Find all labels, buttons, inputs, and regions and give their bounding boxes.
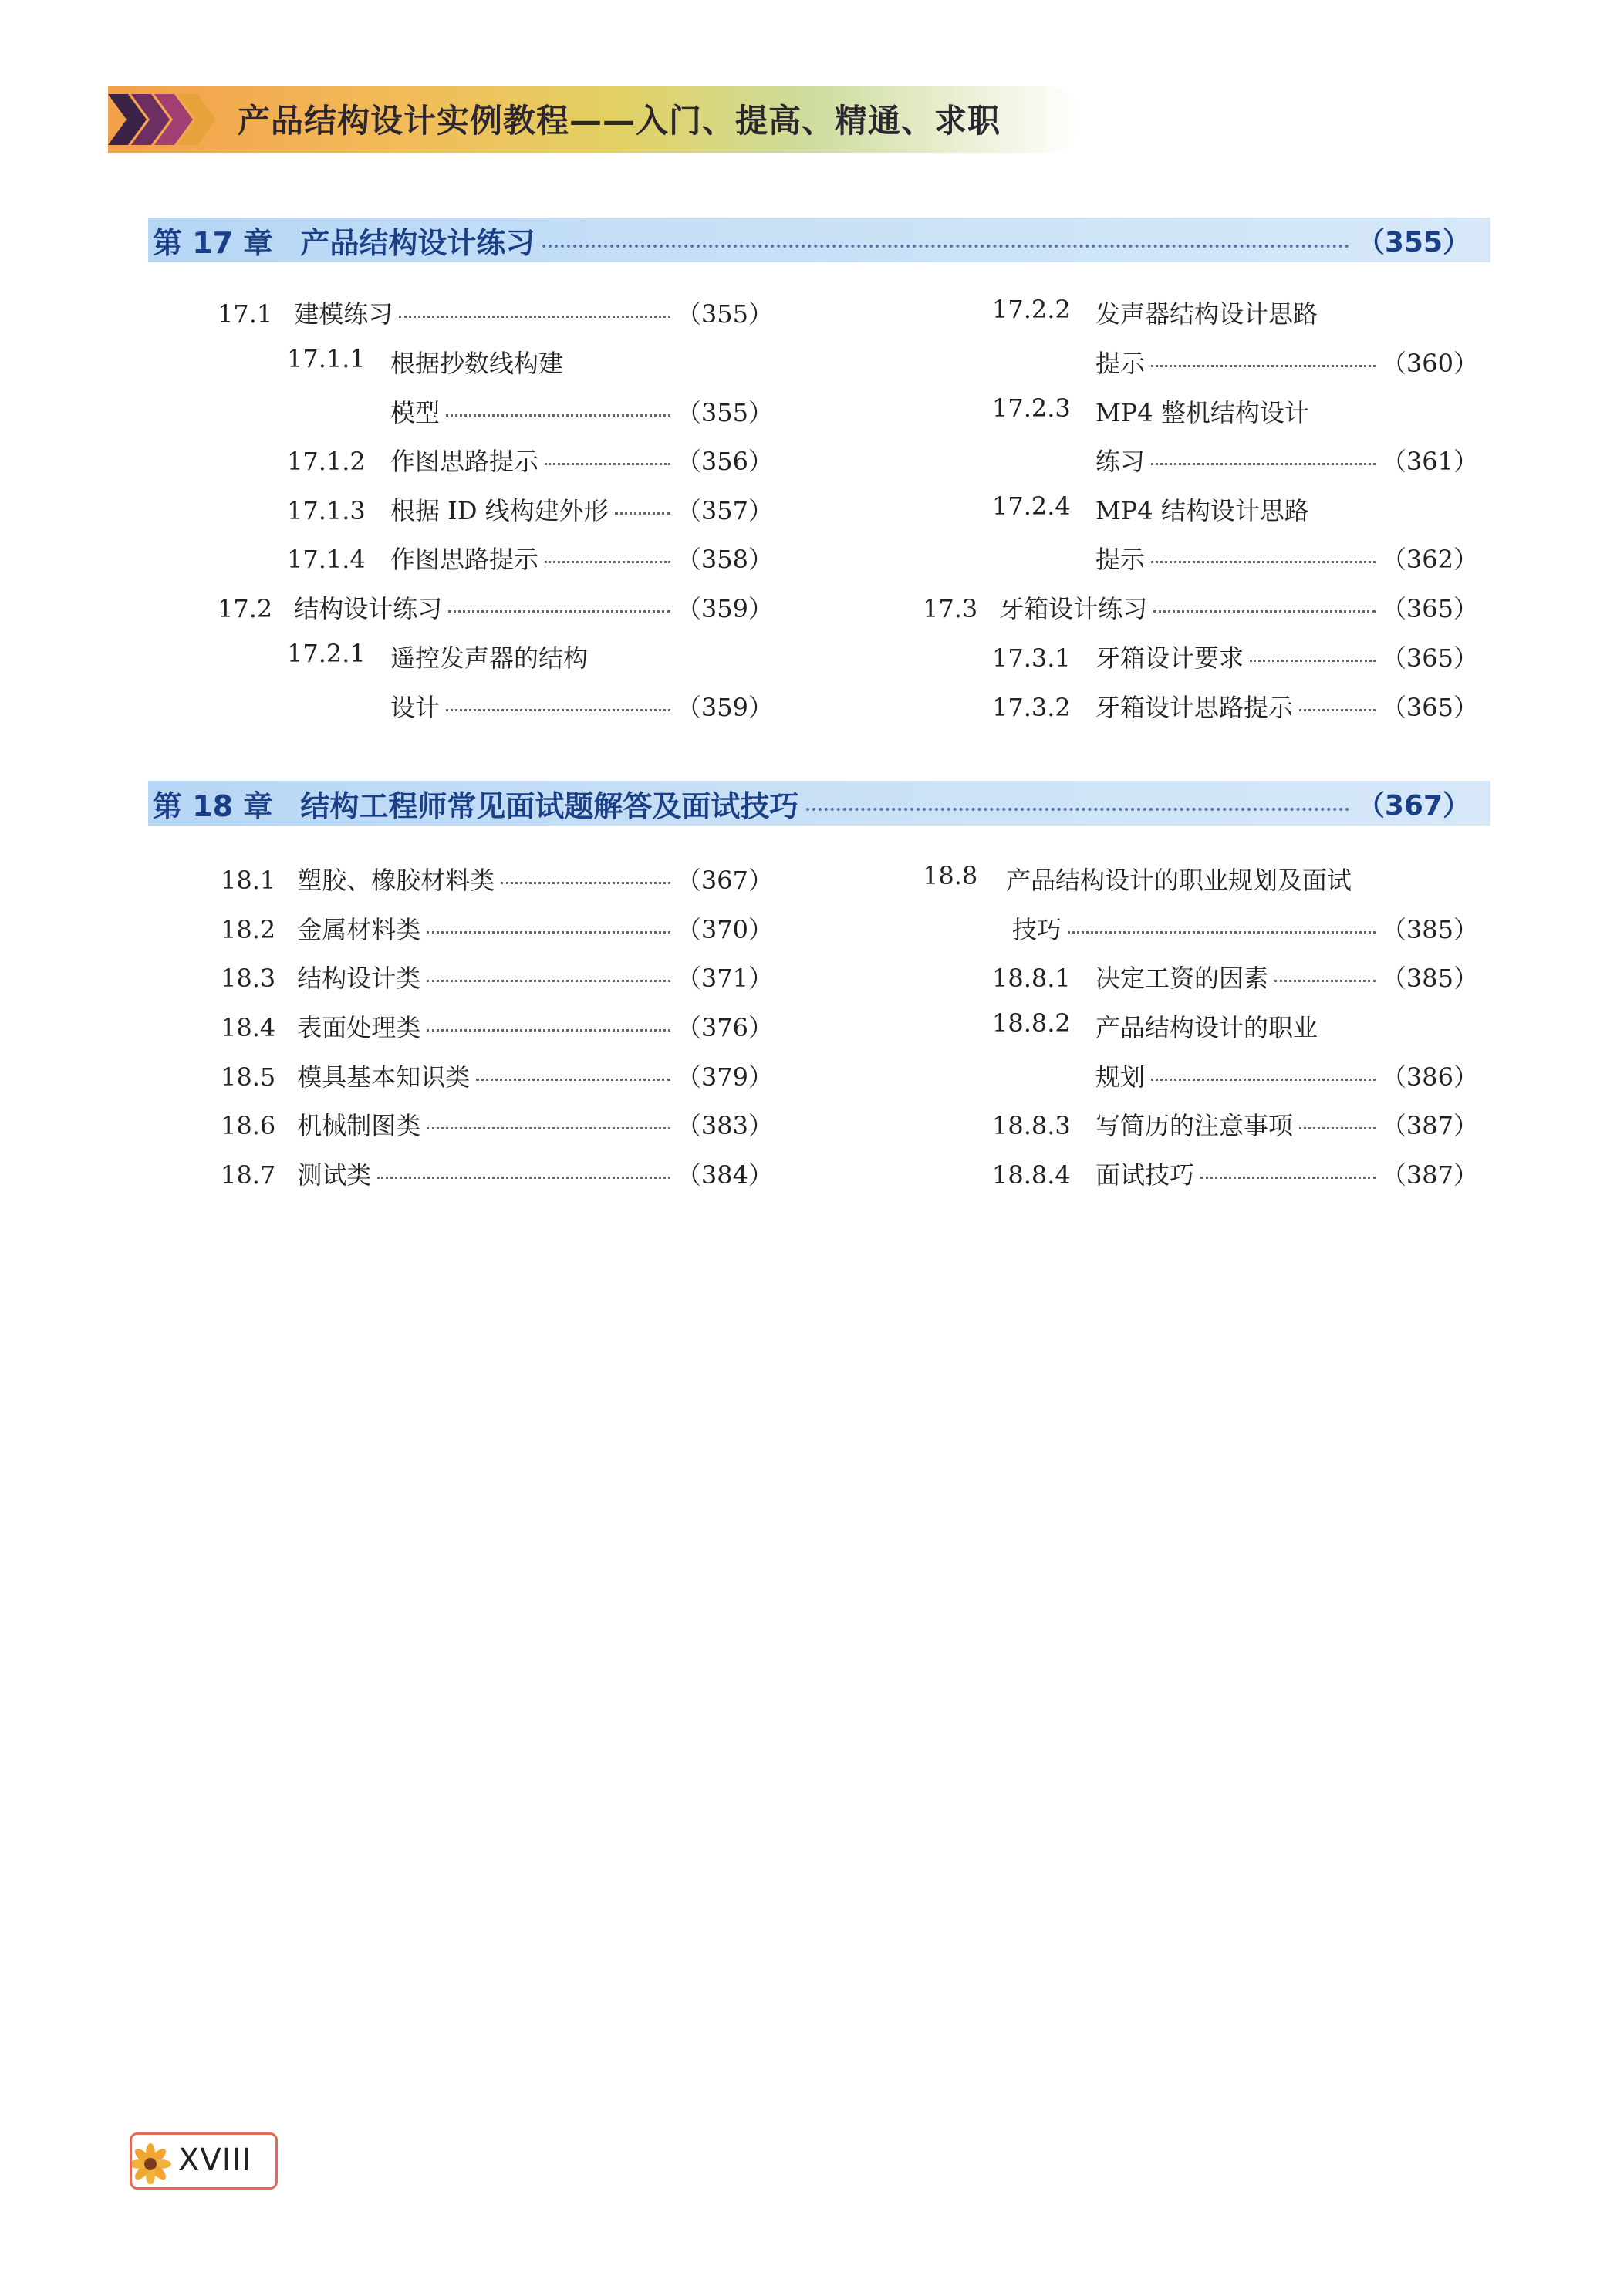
page-number: （376） [676, 1013, 773, 1042]
section-number: 18.8.4 [992, 1160, 1071, 1190]
dot-leader [476, 1079, 670, 1081]
running-header [108, 86, 1080, 153]
section-label: 机械制图类 [297, 1111, 421, 1140]
dot-leader [446, 414, 670, 417]
toc-entry[interactable] [287, 491, 773, 527]
section-number: 18.8.1 [992, 964, 1071, 993]
section-label: 根据 ID 线构建外形 [390, 496, 609, 525]
section-number: 18.6 [221, 1111, 276, 1140]
section-label: 金属材料类 [297, 915, 421, 944]
section-label: 测试类 [297, 1160, 372, 1190]
page-number: （362） [1381, 545, 1478, 574]
dot-leader [427, 1127, 670, 1129]
page-number: （371） [676, 964, 773, 993]
toc-entry-continuation[interactable] [1095, 540, 1478, 576]
toc-entry[interactable] [218, 295, 773, 330]
section-number: 17.2.4 [992, 491, 1071, 521]
section-number: 17.3.1 [992, 643, 1071, 673]
section-label: 牙箱设计要求 [1095, 643, 1244, 673]
page-number: （365） [1381, 643, 1478, 673]
page-number: （355） [676, 299, 773, 329]
dot-leader [1151, 365, 1376, 367]
section-label: 遥控发声器的结构 [390, 643, 589, 673]
section-number: 18.7 [221, 1160, 276, 1190]
page-number: （384） [676, 1160, 773, 1190]
page-number: （379） [676, 1062, 773, 1092]
page-number: （386） [1381, 1062, 1478, 1092]
dot-leader [806, 808, 1349, 811]
section-label: 牙箱设计思路提示 [1095, 693, 1294, 722]
dot-leader [615, 512, 670, 515]
section-label: 结构设计练习 [294, 594, 443, 623]
toc-entry[interactable] [992, 688, 1478, 724]
section-label: 面试技巧 [1095, 1160, 1195, 1190]
dot-leader [1299, 709, 1376, 711]
flower-icon [132, 2141, 178, 2184]
section-number: 18.8.2 [992, 1008, 1071, 1038]
page-number: （361） [1381, 447, 1478, 476]
toc-entry[interactable] [218, 589, 773, 625]
section-number: 17.1.1 [287, 344, 366, 373]
page-number: （355） [676, 398, 773, 427]
section-label: 模具基本知识类 [297, 1062, 471, 1092]
section-label: 作图思路提示 [390, 545, 539, 574]
section-number: 17.2.2 [992, 295, 1071, 324]
toc-entry[interactable] [221, 959, 773, 994]
toc-entry[interactable] [221, 1156, 773, 1191]
section-number: 18.5 [221, 1062, 276, 1092]
section-label: 作图思路提示 [390, 447, 539, 476]
toc-entry-continuation[interactable] [1095, 344, 1478, 380]
section-number: 17.3 [923, 594, 978, 623]
toc-entry[interactable] [923, 589, 1478, 625]
section-label-continued: 模型 [390, 398, 441, 427]
section-number: 17.1.2 [287, 447, 366, 476]
section-number: 17.1 [218, 299, 273, 329]
section-label: 建模练习 [294, 299, 393, 329]
dot-leader [427, 980, 670, 982]
toc-entry[interactable] [221, 1058, 773, 1093]
chapter-number: 第 17 章 [153, 225, 273, 260]
section-label: 结构设计类 [297, 964, 421, 993]
dot-leader [542, 245, 1349, 248]
dot-leader [1151, 463, 1376, 465]
section-label: MP4 结构设计思路 [1095, 496, 1309, 525]
dot-leader [427, 1029, 670, 1032]
toc-entry[interactable] [287, 442, 773, 478]
section-number: 18.8.3 [992, 1111, 1071, 1140]
chapter-page: （367） [1356, 789, 1470, 822]
dot-leader [545, 561, 670, 563]
toc-entry[interactable] [287, 540, 773, 576]
dot-leader [501, 882, 670, 884]
dot-leader [1299, 1127, 1376, 1129]
toc-entry[interactable] [221, 861, 773, 896]
section-label: 根据抄数线构建 [390, 349, 564, 378]
section-number: 17.1.4 [287, 545, 366, 574]
section-number: 17.2.3 [992, 393, 1071, 423]
section-number: 18.4 [221, 1013, 276, 1042]
page-number: （367） [676, 866, 773, 895]
section-number: 17.3.2 [992, 693, 1071, 722]
toc-entry-continuation[interactable] [1012, 910, 1478, 946]
chapter-title: 产品结构设计练习 [300, 225, 535, 260]
page-number: （385） [1381, 915, 1478, 944]
dot-leader [1153, 610, 1376, 613]
page-number: （365） [1381, 693, 1478, 722]
section-label-continued: 设计 [390, 693, 441, 722]
chapter-18-heading[interactable] [148, 781, 1490, 826]
page-number: （383） [676, 1111, 773, 1140]
dot-leader [448, 610, 670, 613]
page-number: （358） [676, 545, 773, 574]
dot-leader [1068, 931, 1376, 934]
toc-entry[interactable] [221, 1008, 773, 1044]
dot-leader [1151, 1079, 1376, 1081]
section-number: 18.3 [221, 964, 276, 993]
section-label: 牙箱设计练习 [999, 594, 1148, 623]
section-label: 塑胶、橡胶材料类 [297, 866, 495, 895]
page-number: （387） [1381, 1111, 1478, 1140]
book-title: 产品结构设计实例教程——入门、提高、精通、求职 [238, 102, 1001, 140]
toc-entry-continuation[interactable] [1095, 442, 1478, 478]
section-label-continued: 提示 [1095, 545, 1146, 574]
toc-entry[interactable] [992, 959, 1478, 994]
section-label: MP4 整机结构设计 [1095, 398, 1309, 427]
dot-leader [1250, 660, 1376, 662]
page-number: （357） [676, 496, 773, 525]
section-label-continued: 技巧 [1012, 915, 1062, 944]
toc-entry[interactable] [992, 1106, 1478, 1142]
page-number: （387） [1381, 1160, 1478, 1190]
toc-entry[interactable] [992, 1156, 1478, 1191]
section-label: 产品结构设计的职业 [1095, 1013, 1318, 1042]
page-number: （359） [676, 594, 773, 623]
section-label: 决定工资的因素 [1095, 964, 1269, 993]
section-label: 表面处理类 [297, 1013, 421, 1042]
toc-entry-continuation[interactable] [390, 393, 773, 429]
dot-leader [1274, 980, 1376, 982]
dot-leader [399, 316, 670, 318]
dot-leader [545, 463, 670, 465]
page-number-roman: XVIII [178, 2142, 252, 2178]
page-number: （356） [676, 447, 773, 476]
dot-leader [1151, 561, 1376, 563]
dot-leader [377, 1177, 670, 1179]
section-label: 写简历的注意事项 [1095, 1111, 1294, 1140]
page-number: （370） [676, 915, 773, 944]
chapter-page: （355） [1356, 226, 1470, 258]
toc-entry[interactable] [992, 639, 1478, 674]
chapter-number: 第 18 章 [153, 788, 273, 823]
dot-leader [446, 709, 670, 711]
dot-leader [1200, 1177, 1376, 1179]
chevron-arrows-icon [108, 91, 224, 148]
chapter-title: 结构工程师常见面试题解答及面试技巧 [300, 788, 799, 823]
toc-entry-continuation[interactable] [1095, 1058, 1478, 1093]
section-number: 17.1.3 [287, 496, 366, 525]
chapter-17-heading[interactable] [148, 218, 1490, 262]
section-label: 产品结构设计的职业规划及面试 [1006, 866, 1352, 895]
page-number: （360） [1381, 349, 1478, 378]
section-number: 18.1 [221, 866, 276, 895]
section-number: 17.2.1 [287, 639, 366, 668]
section-label-continued: 规划 [1095, 1062, 1146, 1092]
section-number: 17.2 [218, 594, 273, 623]
page-number: （365） [1381, 594, 1478, 623]
dot-leader [427, 931, 670, 934]
page-number: （385） [1381, 964, 1478, 993]
section-number: 18.8 [923, 861, 978, 890]
section-number: 18.2 [221, 915, 276, 944]
toc-entry[interactable] [221, 910, 773, 946]
page-number: （359） [676, 693, 773, 722]
toc-entry-continuation[interactable] [390, 688, 773, 724]
section-label: 发声器结构设计思路 [1095, 299, 1318, 329]
page-folio [130, 2132, 278, 2190]
toc-entry[interactable] [221, 1106, 773, 1142]
section-label-continued: 提示 [1095, 349, 1146, 378]
section-label-continued: 练习 [1095, 447, 1146, 476]
